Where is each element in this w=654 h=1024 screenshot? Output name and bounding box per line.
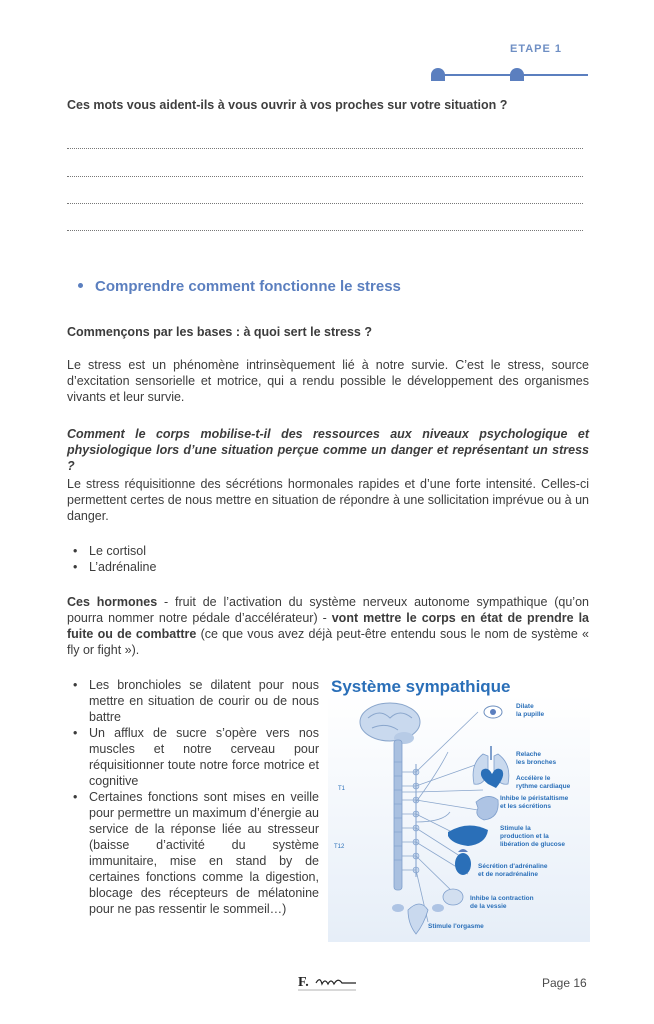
answer-line[interactable] [67,148,583,149]
answer-line[interactable] [67,230,583,231]
bullet-icon [78,283,83,288]
figure-title: Système sympathique [331,677,511,696]
reflection-question: Ces mots vous aident-ils à vous ouvrir à vos proches sur votre situation ? [67,98,508,112]
list-item: • Les bronchioles se dilatent pour nous mettre en situation de courir ou de nous battre [67,677,319,725]
step-label: ETAPE 1 [510,43,563,55]
answer-line[interactable] [67,176,583,177]
spine-label-t1: T1 [338,786,346,792]
label-orgasm: Stimule l'orgasme [428,923,484,930]
list-item: • Un afflux de sucre s’opère vers nos muscles et notre cerveau pour réquisitionner toute notre force motrice et cognitive [67,725,319,789]
label-digestion: Inhibe le péristaltisme et les sécrétions [500,795,569,810]
list-item: • L’adrénaline [67,559,367,575]
intro-heading: Commençons par les bases : à quoi sert le stress ? [67,325,372,339]
progress-indicator [430,66,590,82]
answer-line[interactable] [67,203,583,204]
label-adrenaline: Sécrétion d'adrénaline et de noradrénaline [478,863,548,878]
label-pupil: Dilate la pupille [516,703,545,718]
mobilisation-question: Comment le corps mobilise-t-il des ressources aux niveaux psychologique et physiologique lors d’une situation perçue comme un danger et représentant un stress ? [67,427,589,473]
label-bronchi: Relache les bronches [516,751,557,766]
brand-logo [298,972,358,996]
list-item: • Certaines fonctions sont mises en veille pour permettre un maximum d’énergie au service de la réponse liée au stresseur (baisse d’activité du système immunitaire, mise en stand by de certaines fonctions comme la digestion, blocage des récepteurs de mélatonine pour ne pas ressentir le sommeil…) [67,789,319,917]
sympathetic-system-figure [328,672,590,942]
hormone-list [67,543,367,575]
label-heart: Accélère le rythme cardiaque [516,775,571,790]
page-number: Page 16 [542,976,587,990]
spine-label-t12: T12 [334,844,345,850]
label-bladder: Inhibe la contraction de la vessie [470,895,534,910]
label-glucose: Stimule la production et la libération de glucose [500,825,566,848]
paragraph-survival: Le stress est un phénomène intrinsèquement lié à notre survie. C’est le stress, source d’excitation sensorielle et motrice, qui a rendu possible le développement des organismes vivants et leur survie. [67,358,589,404]
section-title: Comprendre comment fonctionne le stress [78,278,401,295]
effects-list [67,677,319,917]
paragraph-hormones: Le stress réquisitionne des sécrétions hormonales rapides et d’une forte intensité. Celles-ci permettent certes de nous mettre en situation de répondre à une sollicitation imprévue ou à un danger. [67,477,589,523]
svg-text:F.: F. [298,975,309,990]
list-item: • Le cortisol [67,543,367,559]
paragraph-sympathetic: Ces hormones - fruit de l’activation du système nerveux autonome sympathique (qu’on pourra nommer notre pédale d’accélérateur) - vont mettre le corps en état de prendre la fuite ou de combattre (ce que vous avez déjà peut-être entendu sous le nom de système « fly or fight »). [67,595,590,657]
